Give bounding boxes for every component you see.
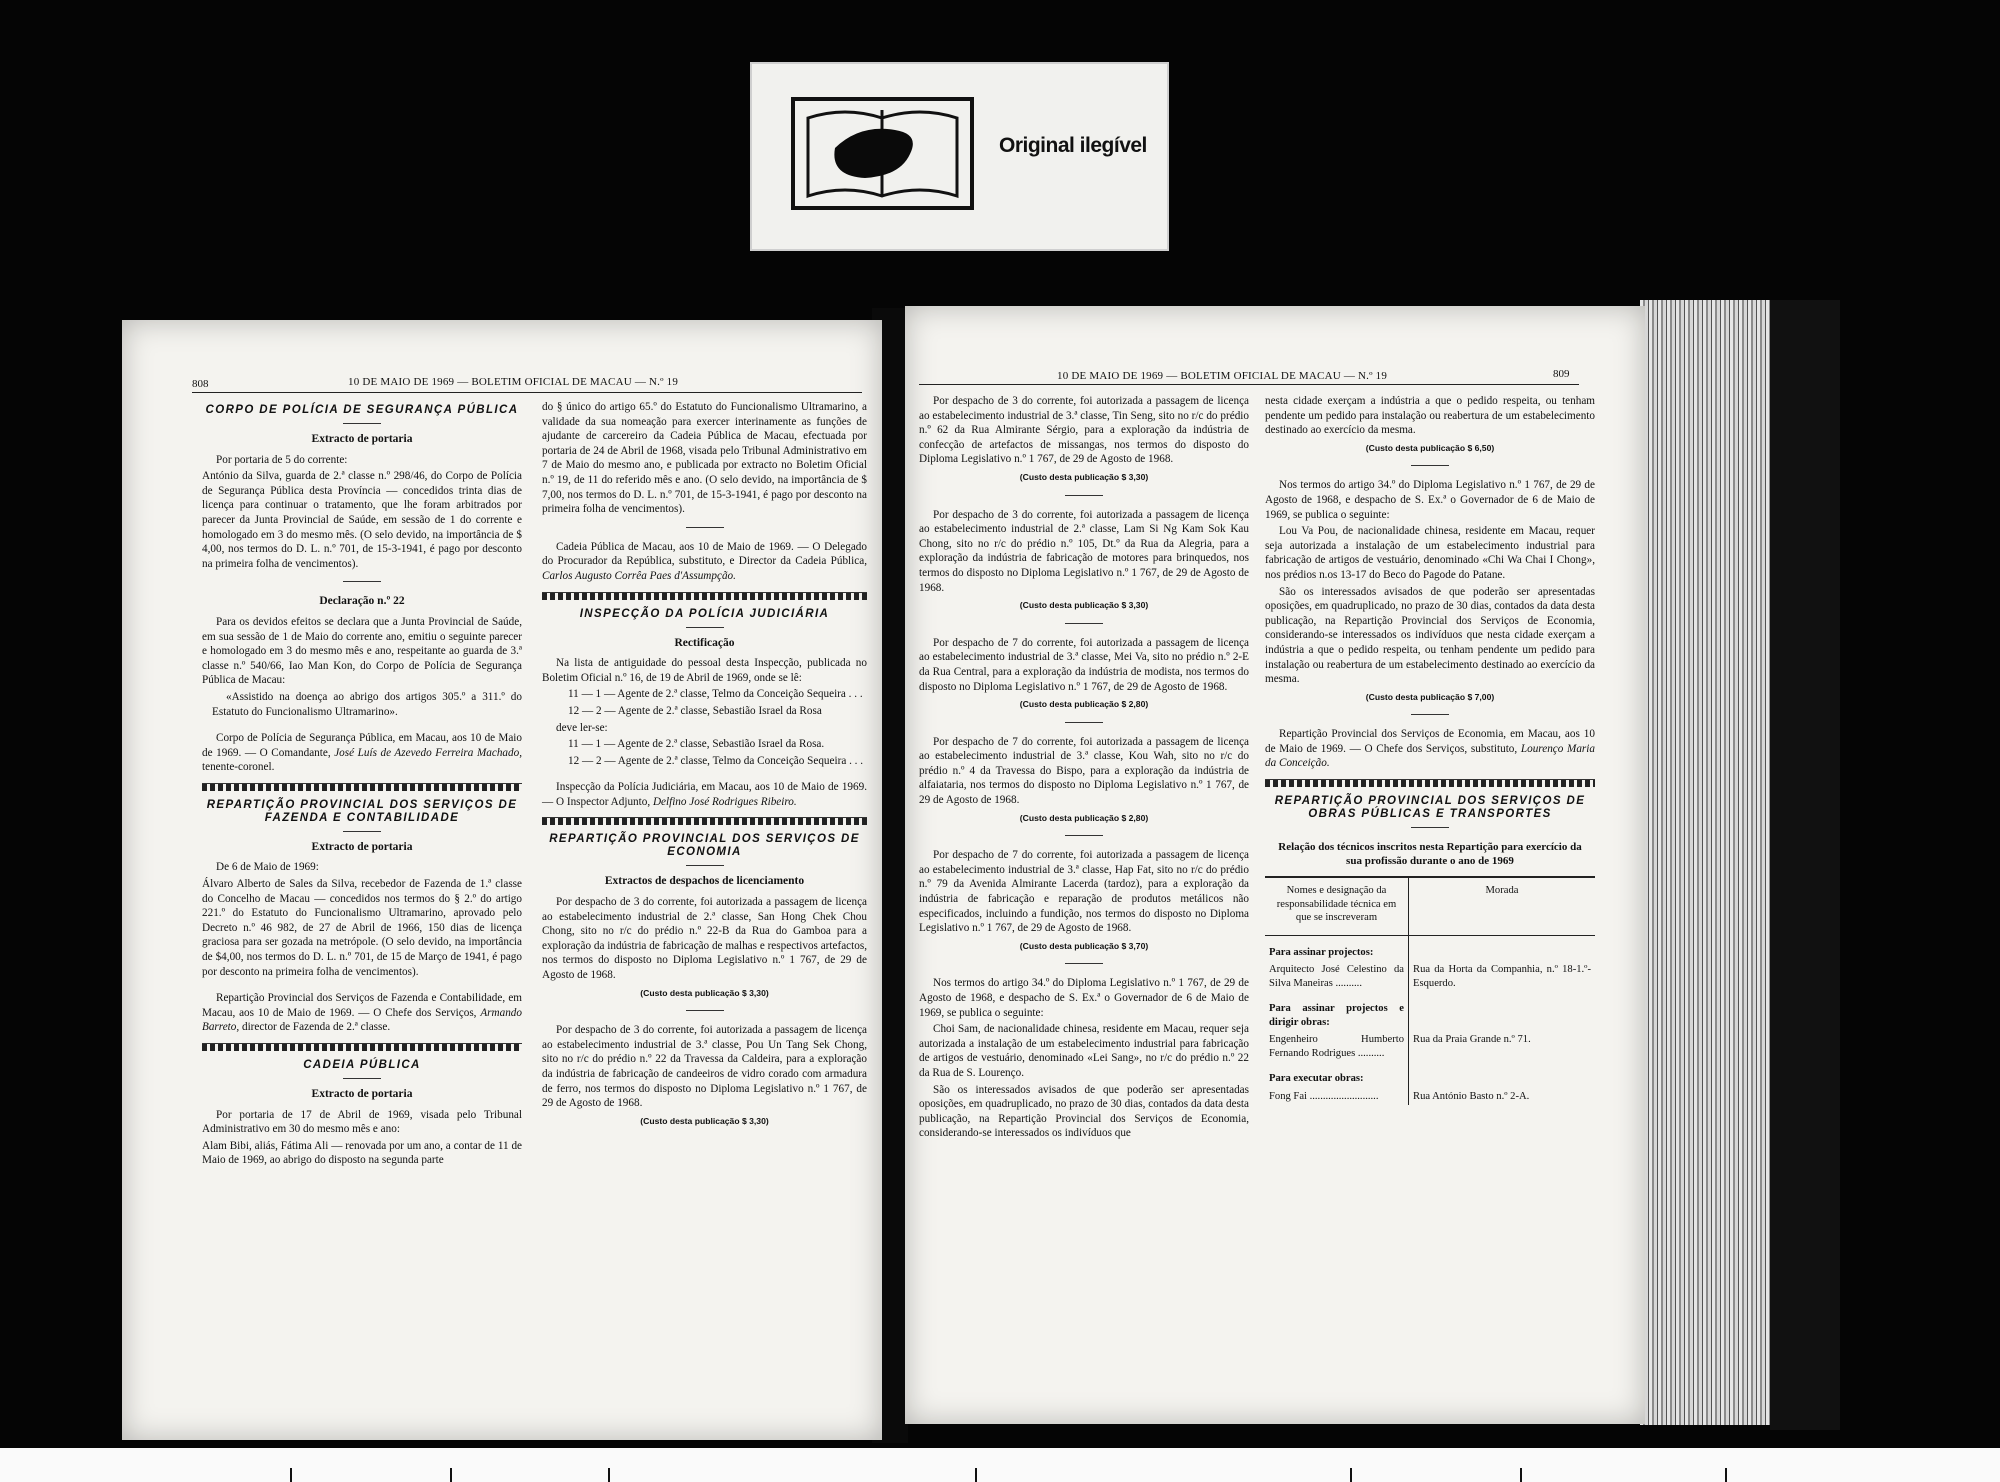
signature: Lourenço Maria da Conceição. (1265, 742, 1595, 770)
paragraph: Lou Va Pou, de nacionalidade chinesa, residente em Macau, requer seja autorizada a instalação de um estabelecimento industrial para fabricação de artigos de vestuário, denominado «Chi Wa Chai I Chong», nos prédios n.os 13-17 do Beco do Pagode do Patane. (1265, 525, 1595, 581)
paragraph: Nos termos do artigo 34.º do Diploma Legislativo n.º 1 767, de 29 de Agosto de 1968, e despacho de S. Ex.ª o Governador de 6 de Maio de 1969, se publica o seguinte: (1265, 479, 1595, 521)
publication-cost: (Custo desta publicação $ 7,00) (1365, 691, 1495, 702)
paragraph: deve ler-se: (556, 721, 608, 734)
page-number: 808 (192, 378, 209, 390)
separator (1065, 495, 1103, 496)
table-row (1265, 961, 1595, 992)
table-header-row (1265, 877, 1595, 935)
technician-address: Rua da Horta da Companhia, n.º 18-1.º-Esquerdo. (1413, 964, 1591, 989)
illegible-original-notice (750, 62, 1169, 251)
paragraph: Por portaria de 5 do corrente: (216, 453, 348, 466)
paragraph: Por despacho de 3 do corrente, foi autorizada a passagem de licença ao estabelecimento industrial de 3.ª classe, Pou Un Tang Sek Chong, sito no r/c do prédio n.º 22 da Travessa da Caldeira, para a exploração da indústria de fabricação de candeeiros de vidro corado com armadura de ferro, nos termos do disposto no Diploma Legislativo n.º 1 767, de 29 de Agosto de 1968. (542, 1024, 867, 1110)
separator (343, 423, 381, 424)
paragraph: Nos termos do artigo 34.º do Diploma Legislativo n.º 1 767, de 29 de Agosto de 1968, e despacho de S. Ex.ª o Governador de 6 de Maio de 1969, se publica o seguinte: (919, 977, 1249, 1019)
ornament-rule (542, 592, 867, 600)
separator (343, 831, 381, 832)
separator (1411, 827, 1449, 828)
paragraph: Por despacho de 7 do corrente, foi autorizada a passagem de licença ao estabelecimento industrial de 3.ª classe, Kou Wah, sito no r/c do prédio n.º 4 da Travessa do Bispo, para a exploração da indústria de alfaiataria, nos termos do disposto no Diploma Legislativo n.º 1 767, de 29 de Agosto de 1968. (919, 735, 1249, 807)
list-title: Relação dos técnicos inscritos nesta Repartição para exercício da sua profissão durante o ano de 1969 (1278, 841, 1582, 868)
section-title: CADEIA PÚBLICA (303, 1059, 421, 1071)
ornament-rule (202, 783, 522, 791)
subsection-title: Extracto de portaria (311, 433, 413, 445)
signature: Carlos Augusto Corrêa Paes d'Assumpção. (542, 569, 736, 582)
separator (686, 627, 724, 628)
paragraph: Por despacho de 3 do corrente, foi autorizada a passagem de licença ao estabelecimento industrial de 2.ª classe, Lam Si Ng Kam Sok Kau Chong, sito no r/c do prédio n.º 105, Dt.º da Rua da Alegria, para a exploração da indústria de fabricação de motores para brinquedos, nos termos do disposto no Diploma Legislativo n.º 1 767, de 29 de Agosto de 1968. (919, 508, 1249, 594)
subsection-title: Rectificação (674, 636, 735, 649)
paragraph: São os interessados avisados de que poderão ser apresentadas oposições, em quadruplicado, no prazo de 30 dias, contados da data desta publicação, na Repartição Provincial dos Serviços de Economia, considerando-se interessados os indivíduos que nesta cidade exerçam a indústria a que o pedido respeita, ou tenham pendente um pedido para instalação ou reabertura de um estabelecimento destinado ao exercício da mesma. (1265, 585, 1595, 686)
separator (1065, 963, 1103, 964)
paragraph: Por despacho de 7 do corrente, foi autorizada a passagem de licença ao estabelecimento industrial de 3.ª classe, Hap Fat, sito no r/c do prédio n.º 79 da Avenida Almirante Lacerda (tardoz), para a exploração da indústria de fabricação e reparação de produtos metálicos não especificados, incluindo a fundição, nos termos do disposto no Diploma Legislativo n.º 1 767, de 29 de Agosto de 1968. (919, 849, 1249, 935)
separator (343, 1078, 381, 1079)
right-page-column-2 (1265, 394, 1595, 1105)
list-item: 12 — 2 — Agente de 2.ª classe, Sebastião Israel da Rosa (568, 704, 822, 717)
paragraph: nesta cidade exerçam a indústria a que o pedido respeita, ou tenham pendente um pedido para instalação ou reabertura de um estabelecimento destinado ao exercício da mesma. (1265, 395, 1595, 437)
publication-cost: (Custo desta publicação $ 3,30) (640, 987, 769, 998)
paragraph: Álvaro Alberto de Sales da Silva, recebedor de Fazenda de 1.ª classe do Concelho de Macau — concedidos nos termos do § 2.º do artigo 221.º do Estatuto do Funcionalismo Ultramarino, aprovado pelo Decreto n.º 46 982, de 27 de Abril de 1966, 150 dias de licença graciosa para ser gozada na metrópole. (O selo devido, na importância de $4,00, nos termos do D. L. n.º 701, de 15 de Março de 1941, é pago por desconto na primeira folha de vencimentos). (202, 878, 522, 978)
section-title: REPARTIÇÃO PROVINCIAL DOS SERVIÇOS DE ECONOMIA (549, 833, 860, 859)
header-rule (919, 384, 1579, 385)
publication-cost: (Custo desta publicação $ 3,70) (1019, 940, 1149, 951)
column-header-address: Morada (1409, 877, 1596, 935)
paragraph: De 6 de Maio de 1969: (216, 861, 319, 874)
empty-cell (1409, 992, 1596, 1031)
section-title: REPARTIÇÃO PROVINCIAL DOS SERVIÇOS DE FAZENDA E CONTABILIDADE (206, 798, 518, 824)
subsection-title: Extracto de portaria (311, 1088, 413, 1100)
section-title: REPARTIÇÃO PROVINCIAL DOS SERVIÇOS DE OBRAS PÚBLICAS E TRANSPORTES (1274, 795, 1586, 821)
paragraph: António da Silva, guarda de 2.ª classe n.º 298/46, do Corpo de Polícia de Segurança Pública desta Província — concedidos trinta dias de licença para continuar o tratamento, que lhe foram arbitrados por parecer da Junta Provincial de Saúde, em sessão de 1 do corrente e homologado em 3 do mesmo mês. (O selo devido, na importância de $ 4,00, nos termos do D. L. n.º 701, de 15-3-1941, é pago por desconto na primeira folha de vencimentos). (202, 470, 522, 570)
publication-cost: (Custo desta publicação $ 2,80) (1019, 699, 1149, 710)
ornament-rule (202, 1043, 522, 1051)
paragraph: Por portaria de 17 de Abril de 1969, visada pelo Tribunal Administrativo em 30 do mesmo mês e ano: (202, 1108, 522, 1136)
separator (686, 527, 724, 528)
paragraph (202, 731, 522, 775)
separator (686, 865, 724, 866)
paragraph: Na lista de antiguidade do pessoal desta Inspecção, publicada no Boletim Oficial n.º 16, de 19 de Abril de 1969, onde se lê: (542, 657, 867, 684)
paragraph: Para os devidos efeitos se declara que a Junta Provincial de Saúde, em sua sessão de 1 de Maio do corrente ano, emitiu o seguinte parecer e homologado em 3 do mesmo mês e ano, respeitante ao guarda de 3.ª classe n.º 540/66, Iao Man Kon, do Corpo de Polícia de Segurança Pública de Macau: (202, 615, 522, 687)
right-page-column-1 (919, 394, 1249, 1143)
signature: Armando Barreto, (202, 1006, 522, 1034)
separator (1065, 835, 1103, 836)
paragraph (542, 540, 867, 584)
paragraph: Por despacho de 3 do corrente, foi autorizada a passagem de licença ao estabelecimento industrial de 3.ª classe, Tin Seng, sito no r/c do prédio n.º 62 da Rua Almirante Sérgio, para a exploração da indústria de confecção de artefactos de missangas, nos termos do disposto do Diploma Legislativo n.º 1 767, de 29 de Agosto de 1968. (919, 395, 1249, 466)
sign-off: Cadeia Pública de Macau, aos 10 de Maio de 1969. — O Delegado do Procurador da República, substituto, e Director da Cadeia Pública, (542, 540, 867, 568)
page-header: 10 DE MAIO DE 1969 — BOLETIM OFICIAL DE MACAU — N.º 19 (348, 376, 679, 388)
ruler-tick (608, 1468, 610, 1482)
paragraph (1265, 727, 1595, 771)
technician-address: Rua António Basto n.º 2-A. (1413, 1090, 1530, 1102)
table-group-row (1265, 992, 1595, 1031)
technician-address: Rua da Praia Grande n.º 71. (1413, 1034, 1531, 1046)
section-title: INSPECÇÃO DA POLÍCIA JUDICIÁRIA (579, 607, 830, 620)
table-row (1265, 1088, 1595, 1106)
open-book-icon (790, 96, 975, 211)
ruler-tick (290, 1468, 292, 1482)
table-row (1265, 1031, 1595, 1062)
list-item: 11 — 1 — Agente de 2.ª classe, Telmo da Conceição Sequeira . . . (568, 688, 863, 701)
scan-bottom-strip (0, 1448, 2000, 1482)
ruler-tick (450, 1468, 452, 1482)
publication-cost: (Custo desta publicação $ 3,30) (1019, 600, 1149, 611)
left-page-column-2 (542, 400, 867, 1134)
technician-name: Fong Fai .......................... (1265, 1088, 1409, 1106)
right-page (905, 306, 1645, 1424)
paragraph (202, 991, 522, 1035)
quote: «Assistido na doença ao abrigo dos artigos 305.º a 311.º do Estatuto do Funcionalismo Ultramarino». (212, 690, 522, 718)
ornament-rule (1265, 779, 1595, 787)
table-group-row (1265, 935, 1595, 961)
paragraph: Por despacho de 3 do corrente, foi autorizada a passagem de licença ao estabelecimento industrial de 2.ª classe, San Hong Chek Chou Chong, sito no r/c do prédio n.º 22-B da Rua do Gamboa para a exploração da indústria de fabricação de malhas e respectivos artefactos, nos termos do disposto no Diploma Legislativo n.º 1 767, de 29 de Agosto de 1968. (542, 896, 867, 982)
sign-off: Repartição Provincial dos Serviços de Economia, em Macau, aos 10 de Maio de 1969. — O Chefe dos Serviços, substituto, (1265, 728, 1595, 755)
separator (1065, 623, 1103, 624)
paragraph: Por despacho de 7 do corrente, foi autorizada a passagem de licença ao estabelecimento industrial de 3.ª classe, Mei Va, sito no prédio n.º 2-E da Rua Central, para a exploração da indústria de modista, nos termos do disposto no Diploma Legislativo n.º 1 767, de 29 de Agosto de 1968. (919, 636, 1249, 693)
ornament-rule (542, 817, 867, 825)
paragraph: São os interessados avisados de que poderão ser apresentadas oposições, em quadruplicado, no prazo de 30 dias, contados da data desta publicação, na Repartição Provincial dos Serviços de Economia, considerando-se interessados os indivíduos que (919, 1083, 1249, 1140)
paragraph: do § único do artigo 65.º do Estatuto do Funcionalismo Ultramarino, a validade da sua nomeação para exercer interinamente as funções de ajudante de carcereiro da Cadeia Pública de Macau, efectuada por portaria de 24 de Abril de 1968, visada pelo Tribunal Administrativo em 7 de Maio do mesmo ano, e publicada por extracto no Boletim Oficial n.º 19, de 11 do referido mês e ano. (O selo devido, na importância de $ 7,00, nos termos do D. L. n.º 701, de 15-3-1941, é pago por desconto na primeira folha de vencimentos). (542, 401, 867, 516)
table-group-row (1265, 1062, 1595, 1088)
header-rule (192, 392, 862, 393)
left-page-column-1 (202, 400, 522, 1170)
sign-off: Inspecção da Polícia Judiciária, em Macau, aos 10 de Maio de 1969. — O Inspector Adjunto, (542, 781, 867, 808)
separator (1065, 722, 1103, 723)
page-header: 10 DE MAIO DE 1969 — BOLETIM OFICIAL DE MACAU — N.º 19 (1057, 370, 1388, 382)
signature: Delfino José Rodrigues Ribeiro. (652, 795, 797, 808)
technician-name: Engenheiro Humberto Fernando Rodrigues .......... (1265, 1031, 1409, 1062)
sign-off: Repartição Provincial dos Serviços de Fazenda e Contabilidade, em Macau, aos 10 de Maio de 1969. — O Chefe dos Serviços, (202, 992, 522, 1019)
separator (686, 1010, 724, 1011)
signature: José Luís de Azevedo Ferreira Machado, (334, 746, 523, 759)
empty-cell (1409, 1062, 1596, 1088)
empty-cell (1409, 935, 1596, 961)
page-number: 809 (1553, 368, 1570, 380)
illegible-label: Original ilegível (999, 134, 1147, 157)
section-title: CORPO DE POLÍCIA DE SEGURANÇA PÚBLICA (205, 404, 519, 416)
publication-cost: (Custo desta publicação $ 2,80) (1019, 812, 1149, 823)
paragraph: Choi Sam, de nacionalidade chinesa, residente em Macau, requer seja autorizada a instalação de um estabelecimento industrial para fabricação de artigos de vestuário, denominado «Lei Sang», no r/c do prédio n.º 22 da Rua de S. Lourenço. (919, 1023, 1249, 1079)
signature-title: director de Fazenda de 2.ª classe. (239, 1021, 391, 1034)
publication-cost: (Custo desta publicação $ 3,30) (1019, 471, 1149, 482)
page-edges (1640, 300, 1770, 1425)
paragraph: Alam Bibi, aliás, Fátima Ali — renovada por um ano, a contar de 11 de Maio de 1969, ao abrigo do disposto na segunda parte (202, 1139, 522, 1167)
subsection-title: Extractos de despachos de licenciamento (604, 875, 805, 888)
sign-off: Corpo de Polícia de Segurança Pública, em Macau, aos 10 de Maio de 1969. — O Comandante, (202, 732, 522, 759)
technicians-table (1265, 876, 1595, 1105)
technician-name: Arquitecto José Celestino da Silva Maneiras .......... (1265, 961, 1409, 992)
separator (343, 581, 381, 582)
left-page (122, 320, 882, 1440)
publication-cost: (Custo desta publicação $ 6,50) (1365, 442, 1495, 453)
list-item: 11 — 1 — Agente de 2.ª classe, Sebastião Israel da Rosa. (568, 738, 825, 751)
publication-cost: (Custo desta publicação $ 3,30) (640, 1115, 769, 1126)
group-label: Para assinar projectos e dirigir obras: (1265, 992, 1409, 1031)
paragraph (542, 780, 867, 809)
ruler-tick (975, 1468, 977, 1482)
ruler-tick (1520, 1468, 1522, 1482)
column-header-names: Nomes e designação da responsabilidade técnica em que se inscreveram (1265, 877, 1409, 935)
group-label: Para executar obras: (1265, 1062, 1409, 1088)
subsection-title: Extracto de portaria (311, 840, 413, 853)
signature-title: tenente-coronel. (202, 761, 275, 774)
separator (1411, 714, 1449, 715)
ruler-tick (1725, 1468, 1727, 1482)
group-label: Para assinar projectos: (1265, 935, 1409, 961)
subsection-title: Declaração n.º 22 (319, 595, 405, 608)
book-edge-shadow (1770, 300, 1840, 1430)
separator (1411, 465, 1449, 466)
ruler-tick (1350, 1468, 1352, 1482)
list-item: 12 — 2 — Agente de 2.ª classe, Telmo da Conceição Sequeira . . . (568, 754, 864, 767)
